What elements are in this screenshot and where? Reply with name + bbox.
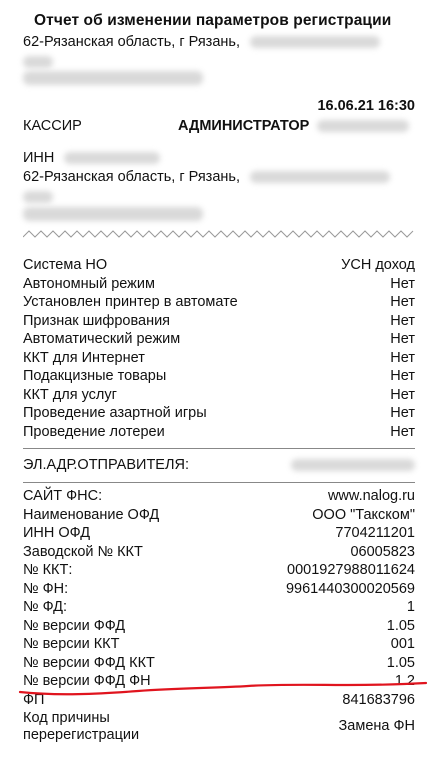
fiscal-row-ofd-name: Наименование ОФД ООО "Такском" <box>23 506 415 523</box>
cashier-label: КАССИР <box>23 118 82 134</box>
fiscal-row-kkt-number: № ККТ: 0001927988011624 <box>23 562 415 578</box>
mode-row-encryption: Признак шифрования Нет <box>23 312 415 329</box>
fiscal-row-fp: ФП 841683796 <box>23 691 415 708</box>
register-address <box>23 169 390 185</box>
redacted-register-continuation <box>23 189 53 205</box>
divider <box>23 448 415 449</box>
mode-row-tax-system: Система НО УСН доход <box>23 257 415 273</box>
redacted-address-continuation <box>23 54 53 70</box>
org-address-text: 62-Рязанская область, г Рязань, <box>23 34 240 50</box>
fiscal-row-fns-site: САЙТ ФНС: www.nalog.ru <box>23 488 415 504</box>
inn-row <box>23 150 160 166</box>
fiscal-row-fd-number: № ФД: 1 <box>23 599 415 615</box>
modes-list <box>23 256 415 441</box>
redacted-inn <box>64 152 160 164</box>
fiscal-row-ffd-kkt-version: № версии ФФД ККТ 1.05 <box>23 654 415 671</box>
fiscal-row-ffd-fn-version: № версии ФФД ФН 1.2 <box>23 673 415 689</box>
register-address-text: 62-Рязанская область, г Рязань, <box>23 169 240 185</box>
redacted-register-place <box>23 206 203 222</box>
mode-row-autonomous: Автономный режим Нет <box>23 275 415 292</box>
tear-zigzag-divider <box>23 228 415 240</box>
reason-value: Замена ФН <box>338 718 415 734</box>
reason-label: Код причины перерегистрации <box>23 710 140 743</box>
cashier-value <box>178 118 409 134</box>
redacted-sender-email <box>291 459 415 471</box>
fiscal-row-ofd-inn: ИНН ОФД 7704211201 <box>23 525 415 541</box>
mode-row-internet: ККТ для Интернет Нет <box>23 349 415 366</box>
report-datetime: 16.06.21 16:30 <box>317 98 415 114</box>
mode-row-automatic: Автоматический режим Нет <box>23 331 415 347</box>
mode-row-excise: Подакцизные товары Нет <box>23 368 415 384</box>
cashier-role: АДМИНИСТРАТОР <box>178 118 310 134</box>
fiscal-row-kkt-version: № версии ККТ 001 <box>23 636 415 652</box>
mode-row-printer: Установлен принтер в автомате Нет <box>23 294 415 310</box>
inn-label: ИНН <box>23 150 55 166</box>
hand-drawn-underline <box>18 676 428 700</box>
redacted-street <box>250 36 380 48</box>
fiscal-row-factory-number: Заводской № ККТ 06005823 <box>23 543 415 560</box>
org-address <box>23 34 380 50</box>
mode-row-gambling: Проведение азартной игры Нет <box>23 405 415 421</box>
redacted-place-name <box>23 70 203 86</box>
redacted-cashier-name <box>317 120 409 132</box>
redacted-register-street <box>250 171 390 183</box>
sender-row <box>23 456 415 475</box>
fiscal-row-ffd-version: № версии ФФД 1.05 <box>23 617 415 634</box>
report-title: Отчет об изменении параметров регистрации <box>34 12 392 29</box>
mode-row-services: ККТ для услуг Нет <box>23 386 415 403</box>
divider <box>23 482 415 483</box>
fiscal-row-fn-number: № ФН: 9961440300020569 <box>23 580 415 597</box>
sender-label: ЭЛ.АДР.ОТПРАВИТЕЛЯ: <box>23 457 189 473</box>
mode-row-lottery: Проведение лотереи Нет <box>23 423 415 440</box>
